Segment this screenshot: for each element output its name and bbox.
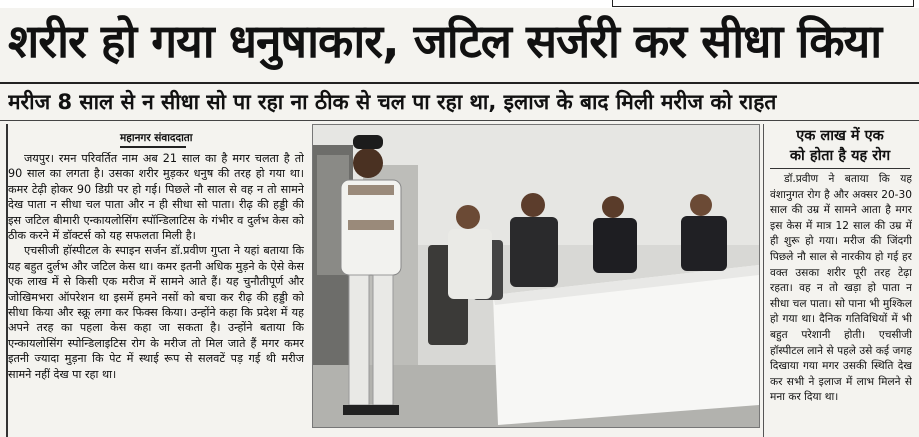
divider <box>0 82 919 84</box>
sidebar-body <box>770 172 912 434</box>
subheadline: मरीज 8 साल से न सीधा सो पा रहा ना ठीक से चल पा रहा था, इलाज के बाद मिली मरीज को राहत <box>8 90 777 114</box>
top-box-border <box>612 0 914 7</box>
sidebar-box <box>763 124 914 437</box>
sidebar-heading <box>768 126 912 166</box>
press-conference-photo <box>312 124 760 428</box>
byline: महानगर संवाददाता <box>120 132 193 144</box>
article-body <box>8 151 304 433</box>
article-paragraph: जयपुर। रमन परिवर्तित नाम अब 21 साल का है मगर चलता है तो 90 साल का लगता है। उसका शरीर मुड़कर धनुष की तरह हो गया था। कमर टेढ़ी होकर 90 डिग्री पर हो गई। पिछले नौ साल से वह न तो सामने देख पाता न सीधा चल पाता और न ही सीधा सो पाता। रीढ़ की हड्डी की इस जटिल बीमारी एन्कायलोसिंग स्पॉन्डिलाटिस के गंभीर व दुर्लभ केस को ठीक करने में डॉक्टर्स को यह सफलता मिली है। <box>8 152 304 243</box>
article-paragraph: एचसीजी हॉस्पीटल के स्पाइन सर्जन डॉ.प्रवीण गुप्ता ने यहां बताया कि यह बहुत दुर्लभ और जटिल केस था। कमर इतनी अधिक मुड़ने के ऐसे केस एक लाख में से किसी एक मरीज में सामने आते हैं। यह चुनौतीपूर्ण और जोखिमभरा ऑपरेशन था इसमें हमने नसों को बचा कर रीढ़ की हड्डी को सीधा किया और स्क्रू लगा कर फिक्स किया। उन्होंने कहा कि प्रदेश में यह अपने तरह का पहला केस कहा जा सकता है। उन्होंने बताया कि एन्कायलोसिंग स्पोन्डिलाइटिस रोग के मरीज तो मिल जाते हैं मगर कमर इतनी ज्यादा मुड़ना कि पेट में स्थाई रूप से सलवटें पड़ गई थी मरीज सामने नहीं देख पा रहा था। <box>8 244 304 381</box>
sidebar-paragraph: डॉ.प्रवीण ने बताया कि यह वंशानुगत रोग है और अक्सर 20-30 साल की उम्र में सामने आता है मगर इस केस में मात्र 12 साल की उम्र में ही शुरू हो गया। मरीज की जिंदगी पिछले नौ साल से नारकीय हो गई हर वक्त उसका शरीर पूरी तरह टेढ़ा रहता। वह न तो खड़ा हो पाता न सीधा चल पाता। सो पाना भी मुश्किल हो गया था। दैनिक गतिविधियों में भी बहुत परेशानी होती। एचसीजी हॉस्पीटल लाने से पहले उसे कई जगह दिखाया गया मगर उसकी स्थिति देख कर सभी ने इलाज में लाभ मिलने से मना कर दिया था। <box>770 173 912 404</box>
headline: शरीर हो गया धनुषाकार, जटिल सर्जरी कर सीधा किया <box>8 14 882 68</box>
sidebar-heading-line: एक लाख में एक <box>796 128 884 144</box>
footer-partial-text <box>600 428 900 437</box>
sidebar-heading-line: को होता है यह रोग <box>789 148 891 164</box>
photo-illustration <box>313 125 759 427</box>
sidebar-divider <box>770 168 910 169</box>
byline-underline <box>120 146 186 148</box>
divider <box>0 120 919 121</box>
